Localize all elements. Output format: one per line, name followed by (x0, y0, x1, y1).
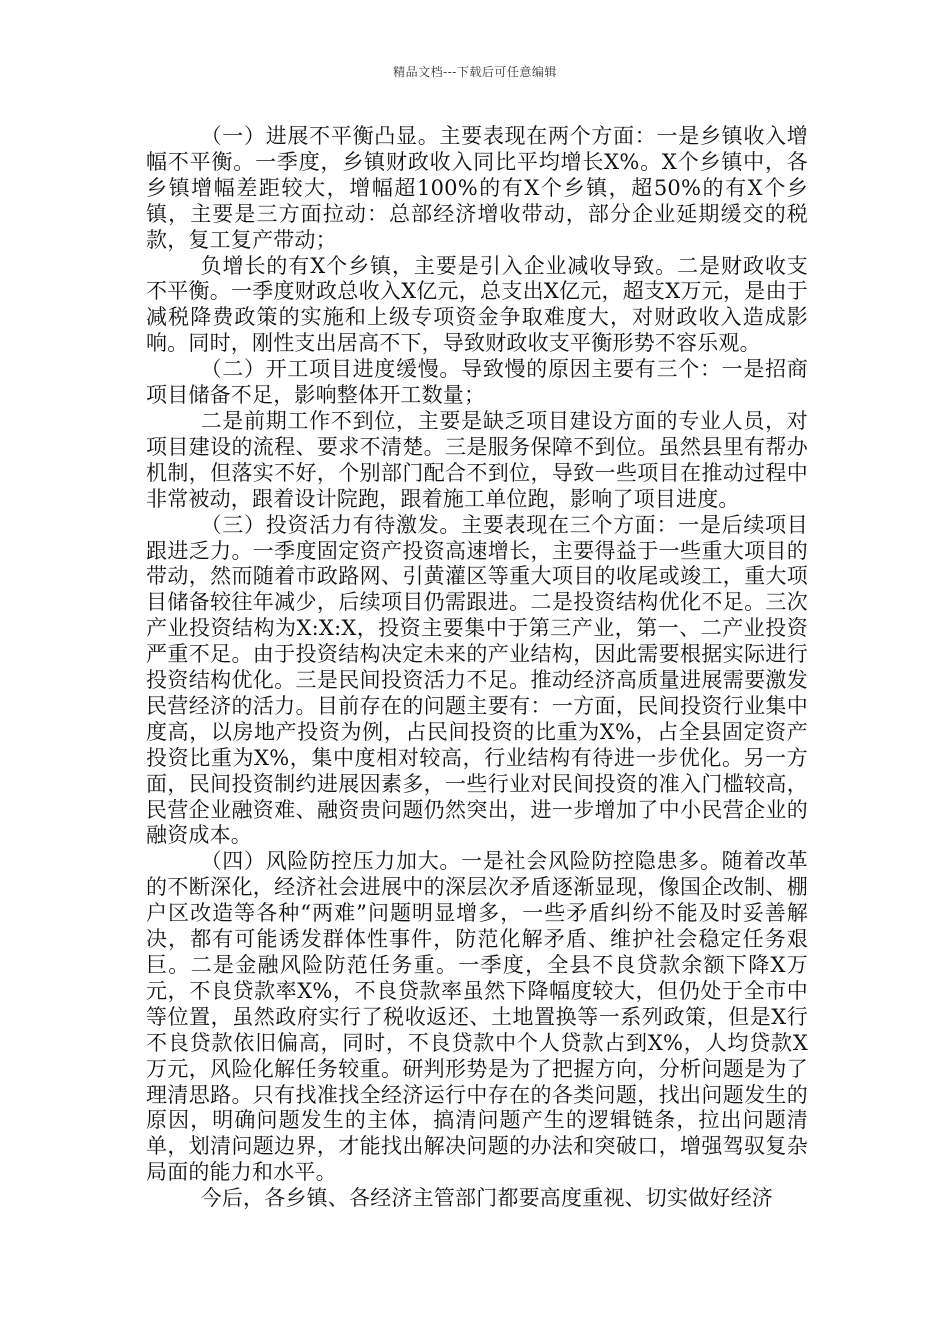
paragraph-5: （三）投资活力有待激发。主要表现在三个方面：一是后续项目跟进乏力。一季度固定资产投资高速增长，主要得益于一些重大项目的带动，然而随着市政路网、引黄灌区等重大项目的收尾或竣工，重大项目储备较往年减少，后续项目仍需跟进。二是投资结构优化不足。三次产业投资结构为X:X:X，投资主要集中于第三产业，第一、二产业投资严重不足。由于投资结构决定未来的产业结构，因此需要根据实际进行投资结构优化。三是民间投资活力不足。推动经济高质量进展需要激发民营经济的活力。目前存在的问题主要有：一方面，民间投资行业集中度高，以房地产投资为例，占民间投资的比重为X%，占全县固定资产投资比重为X%，集中度相对较高，行业结构有待进一步优化。另一方面，民间投资制约进展因素多，一些行业对民间投资的准入门槛较高，民营企业融资难、融资贵问题仍然突出，进一步增加了中小民营企业的融资成本。 (146, 512, 808, 848)
paragraph-3: （二）开工项目进度缓慢。导致慢的原因主要有三个：一是招商项目储备不足，影响整体开工数量； (146, 357, 808, 408)
paragraph-6: （四）风险防控压力加大。一是社会风险防控隐患多。随着改革的不断深化，经济社会进展中的深层次矛盾逐渐显现，像国企改制、棚户区改造等各种“两难”问题明显增多，一些矛盾纠纷不能及时妥善解决，都有可能诱发群体性事件，防范化解矛盾、维护社会稳定任务艰巨。二是金融风险防范任务重。一季度，全县不良贷款余额下降X万元，不良贷款率X%，不良贷款率虽然下降幅度较大，但仍处于全市中等位置，虽然政府实行了税收返还、土地置换等一系列政策，但是X行不良贷款依旧偏高，同时，不良贷款中个人贷款占到X%，人均贷款X万元，风险化解任务较重。研判形势是为了把握方向，分析问题是为了理清思路。只有找准找全经济运行中存在的各类问题，找出问题发生的原因，明确问题发生的主体，搞清问题产生的逻辑链条，拉出问题清单，划清问题边界，才能找出解决问题的办法和突破口，增强驾驭复杂局面的能力和水平。 (146, 849, 808, 1185)
page-header: 精品文档---下载后可任意编辑 (393, 65, 557, 79)
document-body (146, 124, 808, 1212)
paragraph-4: 二是前期工作不到位，主要是缺乏项目建设方面的专业人员，对项目建设的流程、要求不清楚。三是服务保障不到位。虽然县里有帮办机制，但落实不好，个别部门配合不到位，导致一些项目在推动过程中非常被动，跟着设计院跑，跟着施工单位跑，影响了项目进度。 (146, 408, 808, 511)
paragraph-7: 今后，各乡镇、各经济主管部门都要高度重视、切实做好经济 (200, 1186, 773, 1211)
paragraph-1: （一）进展不平衡凸显。主要表现在两个方面：一是乡镇收入增幅不平衡。一季度，乡镇财政收入同比平均增长X%。X个乡镇中，各乡镇增幅差距较大，增幅超100%的有X个乡镇，超50%的有X个乡镇，主要是三方面拉动：总部经济增收带动，部分企业延期缓交的税款，复工复产带动； (146, 124, 808, 252)
paragraph-2: 负增长的有X个乡镇，主要是引入企业减收导致。二是财政收支不平衡。一季度财政总收入X亿元，总支出X亿元，超支X万元，是由于减税降费政策的实施和上级专项资金争取难度大，对财政收入造成影响。同时，刚性支出居高不下，导致财政收支平衡形势不容乐观。 (146, 253, 808, 356)
